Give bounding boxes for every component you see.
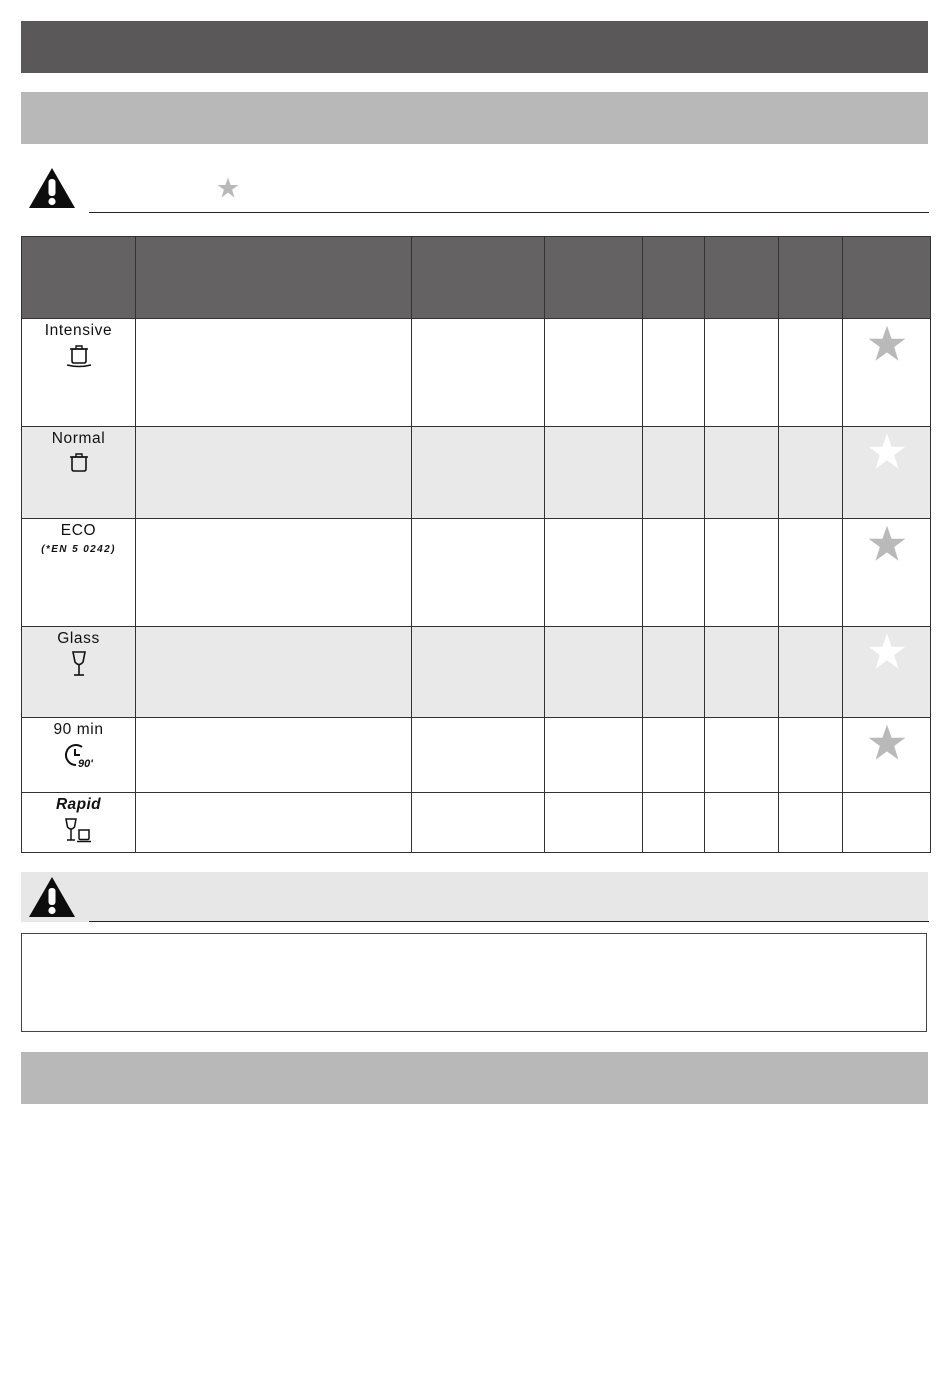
wine-glass-icon [67, 650, 91, 678]
table-cell [136, 793, 412, 853]
table-cell [779, 519, 843, 627]
section-header-bar [21, 92, 928, 144]
star-cell [843, 519, 931, 627]
table-cell [705, 427, 779, 519]
table-cell [412, 319, 545, 427]
star-cell [843, 427, 931, 519]
glass-and-cup-icon [62, 816, 96, 844]
star-cell [843, 718, 931, 793]
header-cell [705, 237, 779, 319]
table-row [22, 627, 931, 718]
pot-with-plate-icon [64, 342, 94, 368]
program-name: Glass [57, 630, 100, 647]
program-name: ECO [60, 522, 97, 539]
program-table [21, 236, 931, 853]
table-cell [412, 718, 545, 793]
title-bar [21, 21, 928, 73]
divider-line [89, 921, 929, 922]
header-cell [136, 237, 412, 319]
table-cell [779, 427, 843, 519]
header-cell [779, 237, 843, 319]
program-cell [22, 793, 136, 853]
table-cell [412, 427, 545, 519]
table-cell [136, 718, 412, 793]
table-cell [779, 718, 843, 793]
table-row [22, 793, 931, 853]
table-cell [643, 627, 705, 718]
table-cell [412, 793, 545, 853]
program-standard-note: (*EN 5 0242) [41, 544, 116, 555]
warning-triangle-icon [27, 166, 77, 210]
header-cell [545, 237, 643, 319]
table-cell [545, 793, 643, 853]
clock-90-icon [62, 741, 96, 769]
note-box [21, 933, 927, 1032]
header-cell [22, 237, 136, 319]
program-cell [22, 319, 136, 427]
table-row [22, 519, 931, 627]
table-cell [705, 718, 779, 793]
star-icon [866, 722, 908, 764]
program-cell [22, 718, 136, 793]
star-icon [866, 323, 908, 365]
table-cell [136, 427, 412, 519]
table-cell [643, 793, 705, 853]
star-cell [843, 793, 931, 853]
warning-row [21, 872, 928, 922]
table-cell [643, 319, 705, 427]
table-cell [136, 627, 412, 718]
table-cell [705, 627, 779, 718]
star-cell [843, 627, 931, 718]
warning-triangle-icon [27, 875, 77, 919]
section-header-bar [21, 1052, 928, 1104]
table-row [22, 319, 931, 427]
star-icon [866, 523, 908, 565]
star-icon [866, 431, 908, 473]
program-name: 90 min [53, 721, 104, 738]
table-cell [545, 627, 643, 718]
table-cell [136, 319, 412, 427]
table-cell [779, 793, 843, 853]
program-name: Intensive [44, 322, 113, 339]
table-header-row [22, 237, 931, 319]
table-cell [779, 319, 843, 427]
table-row [22, 427, 931, 519]
table-cell [643, 427, 705, 519]
program-name: Rapid [55, 796, 102, 813]
table-cell [545, 427, 643, 519]
pot-icon [64, 450, 94, 474]
table-cell [136, 519, 412, 627]
svg-text:90': 90' [77, 758, 93, 769]
table-row [22, 718, 931, 793]
table-cell [643, 519, 705, 627]
table-cell [545, 519, 643, 627]
table-cell [779, 627, 843, 718]
table-cell [545, 718, 643, 793]
table-cell [705, 319, 779, 427]
program-name: Normal [51, 430, 106, 447]
header-cell [412, 237, 545, 319]
program-cell [22, 519, 136, 627]
program-cell [22, 427, 136, 519]
table-cell [705, 793, 779, 853]
header-cell [843, 237, 931, 319]
star-icon [866, 631, 908, 673]
program-cell [22, 627, 136, 718]
table-cell [545, 319, 643, 427]
header-cell [643, 237, 705, 319]
divider-line [89, 212, 929, 213]
table-cell [412, 627, 545, 718]
table-cell [705, 519, 779, 627]
star-icon [216, 176, 240, 200]
table-cell [643, 718, 705, 793]
table-cell [412, 519, 545, 627]
star-cell [843, 319, 931, 427]
